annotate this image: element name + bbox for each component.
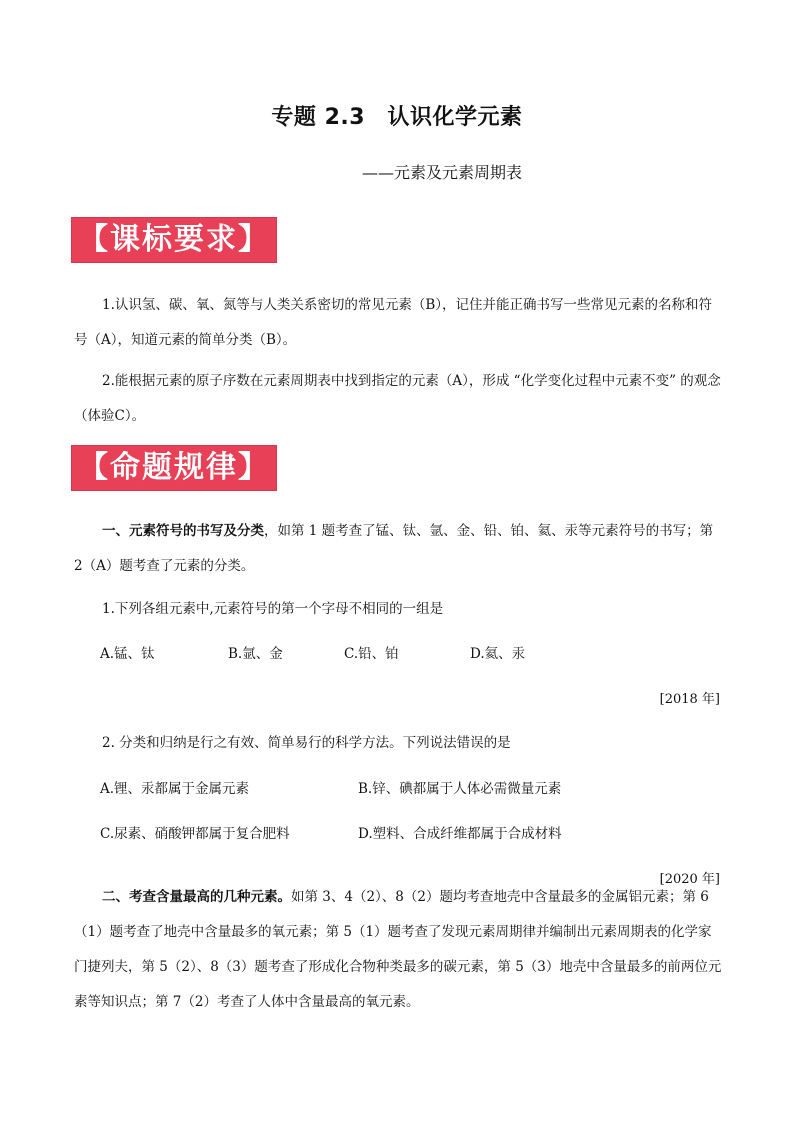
question-2-year: [2020 年] xyxy=(659,872,720,887)
rule-1-text: ，如第 1 题考查了锰、钛、氩、金、铅、铂、氦、汞等元素符号的书写；第 2（A）题考查了元素的分类。 xyxy=(74,523,714,574)
page-title: 专题 2.3 认识化学元素 xyxy=(271,105,523,130)
question-2-option-d: D.塑料、合成纤维都属于合成材料 xyxy=(358,826,562,842)
standard-item-1: 1.认识氢、碳、氧、氮等与人类关系密切的常见元素（B），记住并能正确书写一些常见元素的名称和符号（A），知道元素的简单分类（B）。 xyxy=(74,297,713,348)
rule-2-heading: 二、考查含量最高的几种元素。 xyxy=(102,889,291,905)
question-1-year: [2018 年] xyxy=(659,692,720,707)
rule-2-paragraph xyxy=(74,880,724,1020)
question-1-option-d: D.氦、汞 xyxy=(470,646,526,662)
section-banner-rules: 【命题规律】 xyxy=(72,446,276,490)
question-2-option-c: C.尿素、硝酸钾都属于复合肥料 xyxy=(100,826,290,842)
question-2-stem: 2. 分类和归纳是行之有效、简单易行的科学方法。下列说法错误的是 xyxy=(102,735,511,751)
question-1-option-b: B.氩、金 xyxy=(228,646,283,662)
standard-item-2: 2.能根据元素的原子序数在元素周期表中找到指定的元素（A），形成 “化学变化过程中元素不变” 的观念（体验C）。 xyxy=(74,373,721,424)
question-2-option-a: A.锂、汞都属于金属元素 xyxy=(100,781,250,797)
question-1-option-a: A.锰、钛 xyxy=(100,646,155,662)
rule-1-heading: 一、元素符号的书写及分类 xyxy=(102,523,264,539)
rule-1-paragraph xyxy=(74,514,724,584)
page-subtitle: ——元素及元素周期表 xyxy=(361,163,522,182)
question-2-option-b: B.锌、碘都属于人体必需微量元素 xyxy=(358,781,562,797)
section-banner-standards: 【课标要求】 xyxy=(72,218,276,262)
question-1-option-c: C.铅、铂 xyxy=(344,646,399,662)
rule-2-text: 如第 3、4（2）、8（2）题均考查地壳中含量最多的金属铝元素；第 6（1）题考查了地壳中含量最多的氧元素；第 5（1）题考查了发现元素周期律并编制出元素周期表的化学家门捷列夫，第 5（2）、8（3）题考查了形成化合物种类最多的碳元素，第 5（3）地壳中含量最多的前两位元素等知识点；第 7（2）考查了人体中含量最高的氧元素。 xyxy=(74,889,722,1010)
question-1-stem: 1.下列各组元素中,元素符号的第一个字母不相同的一组是 xyxy=(102,601,444,617)
